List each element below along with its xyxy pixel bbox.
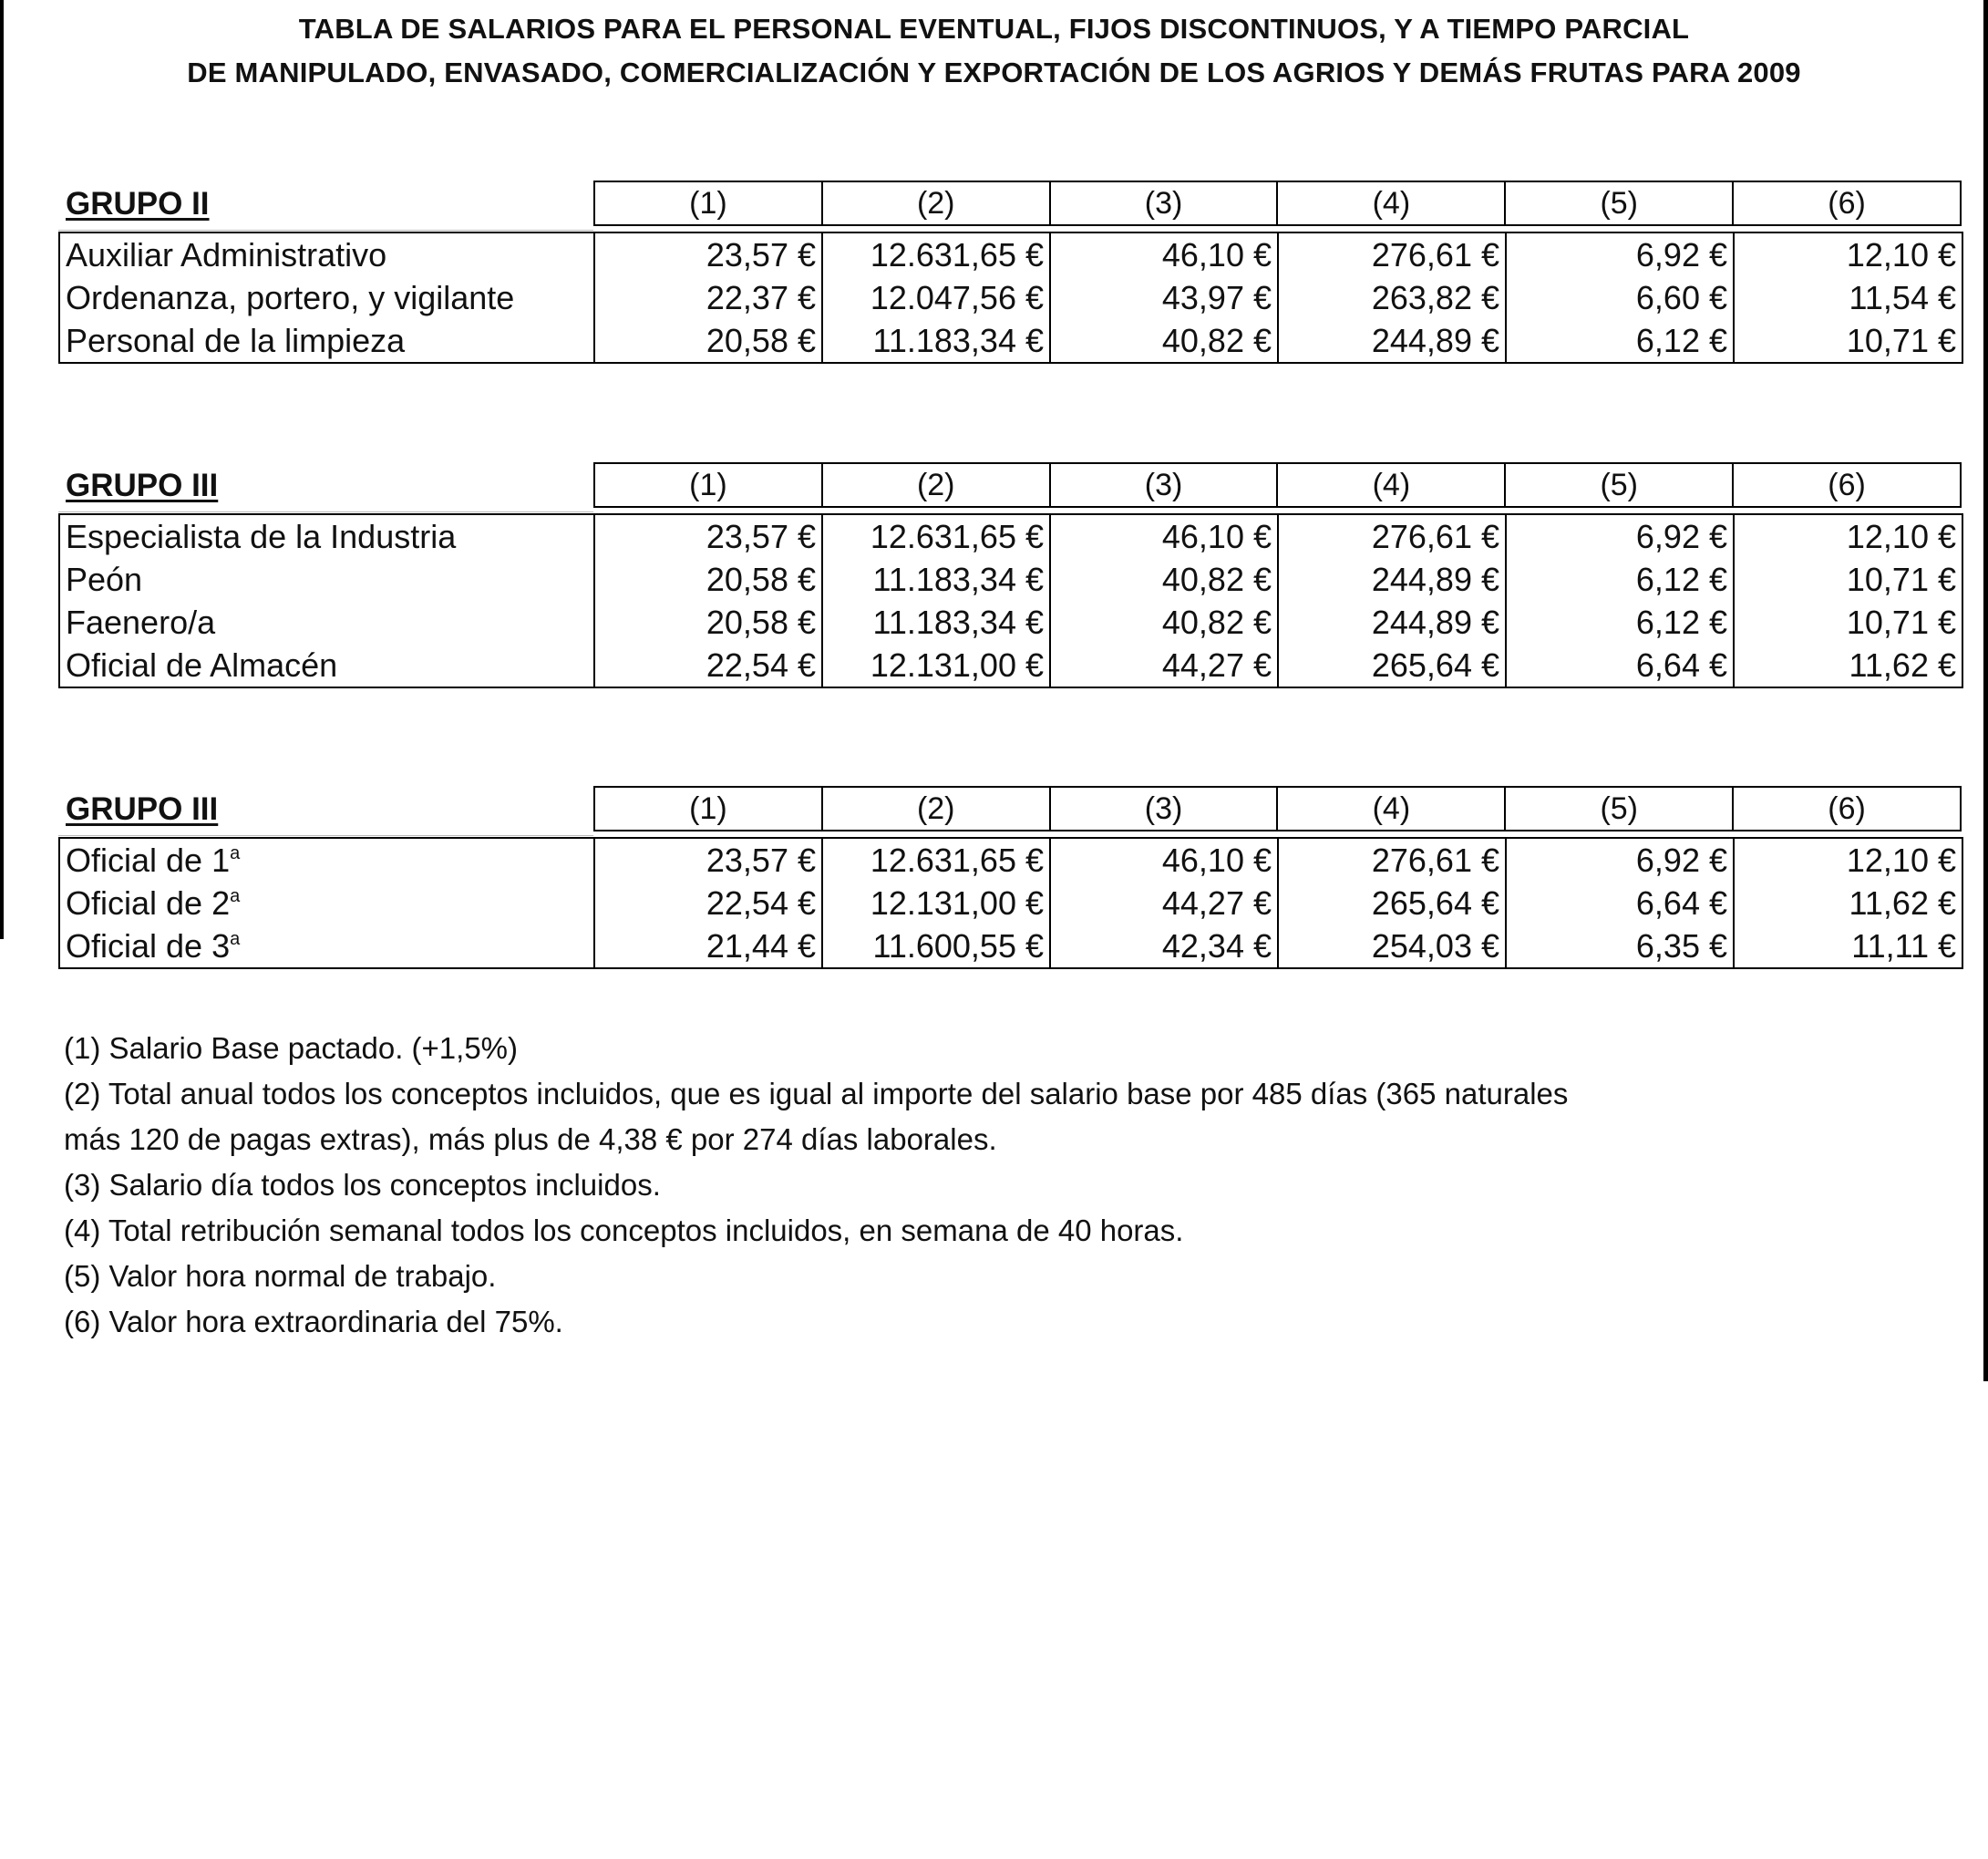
job-category-label: Ordenanza, portero, y vigilante — [66, 278, 515, 316]
salary-value: 6,92 € — [1506, 232, 1734, 276]
column-header: (4) — [1277, 463, 1505, 507]
salary-value: 6,12 € — [1506, 601, 1734, 644]
salary-value: 23,57 € — [594, 232, 822, 276]
salary-value: 46,10 € — [1050, 514, 1278, 558]
group-title-rule — [58, 835, 593, 836]
salary-value: 244,89 € — [1278, 601, 1506, 644]
group-title-rule — [58, 230, 593, 231]
salary-value: 6,64 € — [1506, 882, 1734, 924]
job-category — [59, 276, 594, 319]
group-title: GRUPO II — [66, 186, 210, 222]
salary-value: 22,54 € — [594, 644, 822, 687]
salary-value: 6,60 € — [1506, 276, 1734, 319]
ordinal-superscript: a — [230, 928, 241, 949]
salary-value: 40,82 € — [1050, 319, 1278, 363]
footnote: (3) Salario día todos los conceptos incluidos. — [64, 1168, 661, 1202]
salary-table — [58, 837, 1963, 969]
salary-value: 10,71 € — [1734, 601, 1962, 644]
table-row — [59, 514, 1962, 558]
salary-value: 6,92 € — [1506, 514, 1734, 558]
salary-value: 43,97 € — [1050, 276, 1278, 319]
salary-value: 22,37 € — [594, 276, 822, 319]
salary-value: 11.183,34 € — [822, 558, 1050, 601]
salary-value: 22,54 € — [594, 882, 822, 924]
salary-value: 244,89 € — [1278, 319, 1506, 363]
group-title: GRUPO III — [66, 791, 219, 827]
table-row — [59, 644, 1962, 687]
salary-value: 40,82 € — [1050, 558, 1278, 601]
footnote: (5) Valor hora normal de trabajo. — [64, 1259, 497, 1293]
table-row — [59, 558, 1962, 601]
job-category-label: Especialista de la Industria — [66, 517, 457, 555]
table-row — [59, 232, 1962, 276]
salary-value: 11.183,34 € — [822, 601, 1050, 644]
salary-value: 11.600,55 € — [822, 924, 1050, 968]
job-category — [59, 882, 594, 924]
salary-value: 12.047,56 € — [822, 276, 1050, 319]
table-row — [59, 882, 1962, 924]
footnote: más 120 de pagas extras), más plus de 4,38 € por 274 días laborales. — [64, 1122, 997, 1156]
salary-value: 6,12 € — [1506, 319, 1734, 363]
job-category-label: Peón — [66, 560, 143, 598]
salary-value: 20,58 € — [594, 601, 822, 644]
job-category — [59, 232, 594, 276]
job-category — [59, 601, 594, 644]
job-category-label: Faenero/a — [66, 603, 216, 641]
salary-value: 12.131,00 € — [822, 882, 1050, 924]
table-row — [59, 319, 1962, 363]
column-header: (5) — [1505, 181, 1733, 225]
salary-table — [58, 232, 1963, 364]
salary-value: 11,54 € — [1734, 276, 1962, 319]
salary-value: 6,64 € — [1506, 644, 1734, 687]
column-header-row — [593, 181, 1962, 226]
salary-value: 254,03 € — [1278, 924, 1506, 968]
title-line-2: DE MANIPULADO, ENVASADO, COMERCIALIZACIÓN Y EXPORTACIÓN DE LOS AGRIOS Y DEMÁS FRUTAS PARA 2009 — [187, 57, 1801, 88]
salary-group — [58, 786, 1962, 969]
column-header: (1) — [689, 467, 727, 502]
footnote: (2) Total anual todos los conceptos incluidos, que es igual al importe del salario base por 485 días (365 naturales — [64, 1077, 1569, 1110]
salary-value: 21,44 € — [594, 924, 822, 968]
salary-value: 46,10 € — [1050, 838, 1278, 882]
job-category — [59, 838, 594, 882]
table-row — [59, 276, 1962, 319]
salary-value: 11,62 € — [1734, 644, 1962, 687]
column-header-row — [593, 786, 1962, 831]
column-header: (3) — [1050, 787, 1278, 831]
salary-value: 12.631,65 € — [822, 514, 1050, 558]
column-header: (4) — [1277, 787, 1505, 831]
job-category — [59, 924, 594, 968]
column-header: (6) — [1733, 463, 1961, 507]
column-header: (3) — [1050, 181, 1278, 225]
salary-value: 276,61 € — [1278, 232, 1506, 276]
salary-group — [58, 462, 1962, 688]
salary-table — [58, 513, 1963, 688]
group-header — [58, 786, 1962, 835]
job-category-label: Oficial de 3 — [66, 926, 231, 965]
job-category-label: Oficial de Almacén — [66, 645, 338, 684]
column-header-row — [593, 462, 1962, 508]
scan-edge-right — [1983, 0, 1988, 1381]
job-category-label: Oficial de 2 — [66, 883, 231, 922]
ordinal-superscript: a — [230, 842, 241, 863]
column-header: (2) — [822, 463, 1050, 507]
footnotes — [64, 1026, 1887, 1345]
job-category-label: Oficial de 1 — [66, 841, 231, 879]
salary-value: 40,82 € — [1050, 601, 1278, 644]
salary-value: 265,64 € — [1278, 882, 1506, 924]
column-header: (6) — [1733, 787, 1961, 831]
column-header: (2) — [822, 787, 1050, 831]
job-category — [59, 319, 594, 363]
salary-value: 6,12 € — [1506, 558, 1734, 601]
salary-value: 20,58 € — [594, 558, 822, 601]
footnote: (6) Valor hora extraordinaria del 75%. — [64, 1305, 563, 1338]
salary-value: 42,34 € — [1050, 924, 1278, 968]
salary-value: 20,58 € — [594, 319, 822, 363]
salary-value: 23,57 € — [594, 838, 822, 882]
salary-value: 6,35 € — [1506, 924, 1734, 968]
salary-value: 44,27 € — [1050, 882, 1278, 924]
column-header: (5) — [1505, 463, 1733, 507]
group-title: GRUPO III — [66, 468, 219, 503]
salary-value: 12.131,00 € — [822, 644, 1050, 687]
salary-value: 276,61 € — [1278, 514, 1506, 558]
salary-value: 12,10 € — [1734, 838, 1962, 882]
scan-edge-left — [0, 0, 4, 939]
salary-value: 12,10 € — [1734, 232, 1962, 276]
column-header: (6) — [1733, 181, 1961, 225]
title-line-1: TABLA DE SALARIOS PARA EL PERSONAL EVENTUAL, FIJOS DISCONTINUOS, Y A TIEMPO PARCIAL — [298, 13, 1690, 45]
job-category-label: Auxiliar Administrativo — [66, 235, 387, 274]
footnote: (4) Total retribución semanal todos los conceptos incluidos, en semana de 40 horas. — [64, 1214, 1184, 1247]
column-header: (4) — [1277, 181, 1505, 225]
table-row — [59, 838, 1962, 882]
salary-value: 6,92 € — [1506, 838, 1734, 882]
document-title — [0, 7, 1988, 95]
group-header — [58, 462, 1962, 511]
salary-value: 11,11 € — [1734, 924, 1962, 968]
salary-value: 10,71 € — [1734, 319, 1962, 363]
column-header: (1) — [689, 790, 727, 826]
job-category — [59, 514, 594, 558]
salary-value: 10,71 € — [1734, 558, 1962, 601]
salary-value: 11,62 € — [1734, 882, 1962, 924]
table-row — [59, 924, 1962, 968]
footnote: (1) Salario Base pactado. (+1,5%) — [64, 1031, 519, 1065]
group-header — [58, 181, 1962, 230]
job-category — [59, 644, 594, 687]
salary-value: 44,27 € — [1050, 644, 1278, 687]
group-title-rule — [58, 511, 593, 512]
salary-group — [58, 181, 1962, 364]
salary-value: 23,57 € — [594, 514, 822, 558]
salary-value: 244,89 € — [1278, 558, 1506, 601]
salary-value: 12,10 € — [1734, 514, 1962, 558]
salary-value: 263,82 € — [1278, 276, 1506, 319]
salary-value: 11.183,34 € — [822, 319, 1050, 363]
column-header: (5) — [1505, 787, 1733, 831]
salary-value: 46,10 € — [1050, 232, 1278, 276]
column-header: (1) — [689, 185, 727, 221]
job-category — [59, 558, 594, 601]
column-header: (2) — [822, 181, 1050, 225]
salary-value: 265,64 € — [1278, 644, 1506, 687]
salary-value: 12.631,65 € — [822, 838, 1050, 882]
job-category-label: Personal de la limpieza — [66, 321, 406, 359]
salary-value: 276,61 € — [1278, 838, 1506, 882]
salary-value: 12.631,65 € — [822, 232, 1050, 276]
table-row — [59, 601, 1962, 644]
column-header: (3) — [1050, 463, 1278, 507]
ordinal-superscript: a — [230, 885, 241, 906]
